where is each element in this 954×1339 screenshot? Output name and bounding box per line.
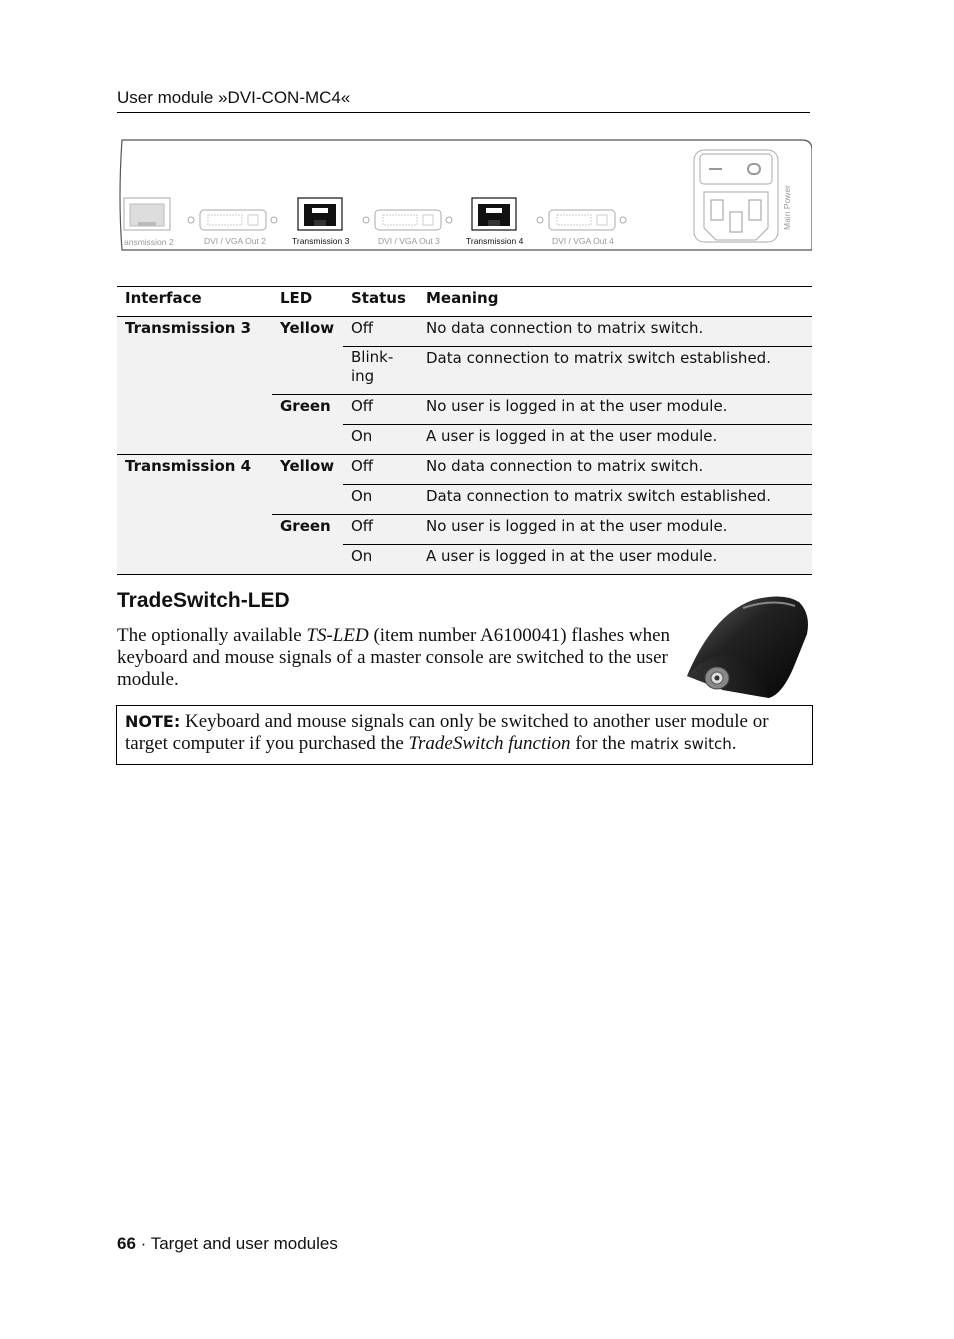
status-cell: Off <box>343 455 418 485</box>
column-header: LED <box>272 287 343 317</box>
led-status-table <box>117 286 812 575</box>
interface-cell: Transmission 4 <box>117 455 272 575</box>
led-cell: Green <box>272 395 343 455</box>
meaning-cell: No user is logged in at the user module. <box>418 395 812 425</box>
port-label: DVI / VGA Out 2 <box>204 236 266 246</box>
status-cell <box>343 347 418 395</box>
meaning-cell: A user is logged in at the user module. <box>418 425 812 455</box>
status-text: Blink- ing <box>351 348 394 385</box>
column-header: Meaning <box>418 287 812 317</box>
product-name: TS-LED <box>306 625 369 646</box>
note-text: Keyboard and mouse signals can only be switched to another user module or target computer if you purchased the <box>125 711 769 754</box>
port-label: DVI / VGA Out 3 <box>378 236 440 246</box>
port-label: ansmission 2 <box>124 237 174 247</box>
page-number: 66 <box>117 1234 136 1253</box>
led-cell: Green <box>272 515 343 575</box>
note-product: matrix switch <box>630 735 732 753</box>
section-heading: TradeSwitch-LED <box>117 589 290 612</box>
running-header: User module »DVI-CON-MC4« <box>117 88 351 107</box>
page-footer <box>117 1234 338 1254</box>
note-box <box>116 705 813 765</box>
port-label: Transmission 4 <box>466 236 524 246</box>
table-row <box>117 455 812 485</box>
rj45-port-icon <box>124 198 170 230</box>
paragraph-text: (item number A6100041) flashes when keyboard and mouse signals of a master console are switched to the user module. <box>117 625 671 690</box>
meaning-cell: No data connection to matrix switch. <box>418 455 812 485</box>
ts-led-photo <box>683 594 813 702</box>
note-emphasis: TradeSwitch function <box>408 733 571 754</box>
meaning-cell: No data connection to matrix switch. <box>418 317 812 347</box>
status-cell: Off <box>343 395 418 425</box>
meaning-cell: Data connection to matrix switch established. <box>418 485 812 515</box>
header-rule <box>117 112 810 113</box>
device-rear-panel <box>118 138 812 252</box>
meaning-cell: A user is logged in at the user module. <box>418 545 812 575</box>
note-text: for the <box>570 733 631 754</box>
led-cell: Yellow <box>272 455 343 515</box>
column-header: Status <box>343 287 418 317</box>
table-row <box>117 317 812 347</box>
note-label: NOTE: <box>125 712 181 731</box>
power-label: Main Power <box>782 185 792 230</box>
column-header: Interface <box>117 287 272 317</box>
port-label: DVI / VGA Out 4 <box>552 236 614 246</box>
note-text: . <box>731 733 737 754</box>
ts-led-device-image <box>683 594 813 702</box>
interface-cell: Transmission 3 <box>117 317 272 455</box>
rj45-port-icon <box>298 198 342 230</box>
meaning-cell: No user is logged in at the user module. <box>418 515 812 545</box>
paragraph-text: The optionally available <box>117 625 307 646</box>
table-header-row <box>117 287 812 317</box>
rear-panel-drawing <box>118 138 812 252</box>
led-cell: Yellow <box>272 317 343 395</box>
status-cell: On <box>343 425 418 455</box>
footer-text: · Target and user modules <box>135 1234 338 1253</box>
status-cell: On <box>343 485 418 515</box>
rj45-port-icon <box>472 198 516 230</box>
port-label: Transmission 3 <box>292 236 350 246</box>
status-cell: On <box>343 545 418 575</box>
section-paragraph <box>117 625 677 691</box>
meaning-cell: Data connection to matrix switch established. <box>418 347 812 395</box>
status-cell: Off <box>343 515 418 545</box>
status-cell: Off <box>343 317 418 347</box>
